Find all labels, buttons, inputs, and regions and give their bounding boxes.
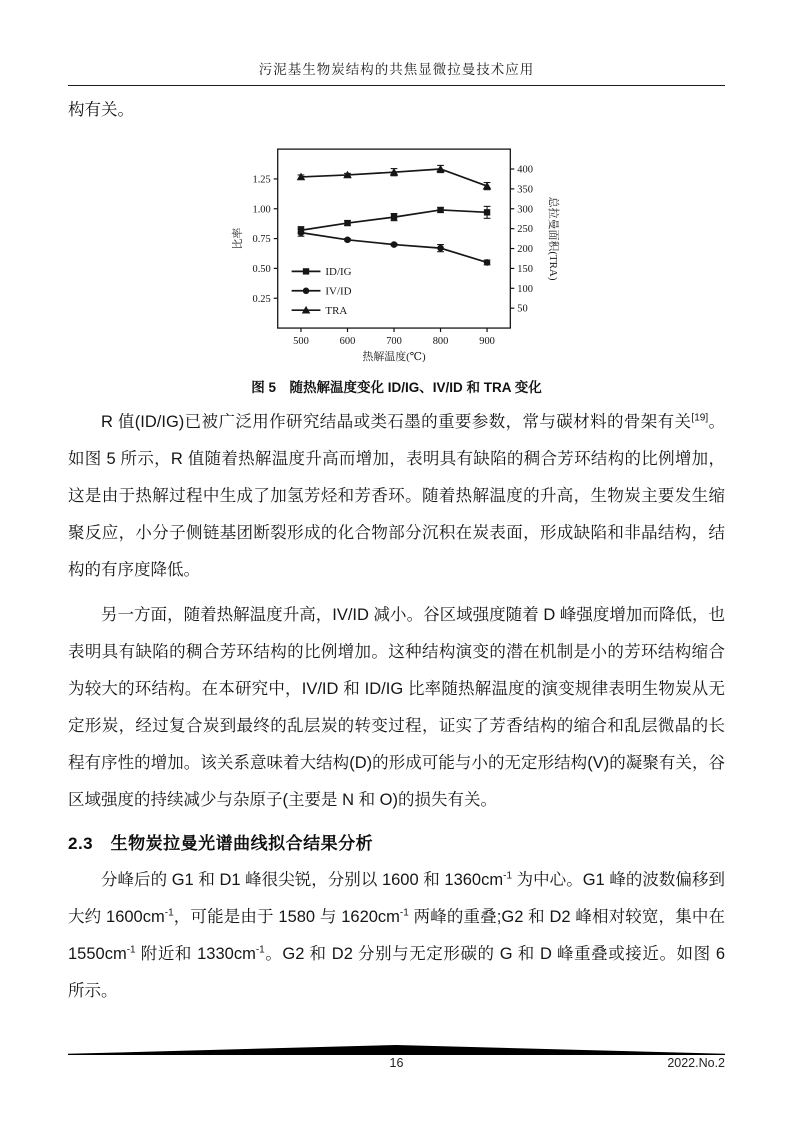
svg-text:150: 150: [516, 263, 533, 275]
svg-text:TRA: TRA: [324, 304, 347, 317]
running-header-title: 污泥基生物炭结构的共焦显微拉曼技术应用: [258, 62, 535, 77]
svg-text:800: 800: [432, 335, 448, 347]
svg-text:IV/ID: IV/ID: [324, 285, 352, 298]
svg-text:600: 600: [339, 335, 355, 347]
svg-text:热解温度(℃): 热解温度(℃): [361, 350, 426, 363]
svg-text:0.75: 0.75: [251, 234, 271, 246]
svg-text:400: 400: [516, 164, 533, 176]
section-heading-2-3: 2.3 生物炭拉曼光谱曲线拟合结果分析: [68, 834, 374, 853]
svg-text:1.00: 1.00: [251, 204, 271, 216]
figure-chart: [228, 141, 566, 366]
paragraph-1: R 值(ID/IG)已被广泛用作研究结晶或类石墨的重要参数，常与碳材料的骨架有关[19]。如图 5 所示，R 值随着热解温度升高而增加，表明具有缺陷的稠合芳环结构的比例增加，这是由于热解过程中生成了加氢芳烃和芳香环。随着热解温度的升高，生物炭主要发生缩聚反应，小分子侧链基团断裂形成的化合物部分沉积在炭表面，形成缺陷和非晶结构，结构的有序度降低。: [68, 412, 726, 579]
svg-text:比率: 比率: [231, 227, 244, 250]
svg-text:0.25: 0.25: [251, 293, 271, 305]
svg-text:900: 900: [478, 335, 495, 347]
svg-text:250: 250: [516, 224, 533, 236]
svg-text:100: 100: [516, 283, 533, 295]
svg-text:50: 50: [516, 303, 528, 315]
footer-line: [68, 1056, 725, 1070]
svg-text:500: 500: [292, 335, 309, 347]
svg-text:700: 700: [385, 335, 402, 347]
paragraph-3: 分峰后的 G1 和 D1 峰很尖锐，分别以 1600 和 $1360cm^{-1}$ 为中心。G1 峰的波数偏移到大约 $1600cm^{-1}$，可能是由于 1580 与 $1620cm^{-1}$ 两峰的重叠;G2 和 D2 峰相对较宽，集中在 $1550cm^{-1}$ 附近和 $1330cm^{-1}$。G2 和 D2 分别与无定形碳的 G 和 D 峰重叠或接近。如图 6 所示。: [68, 870, 725, 1000]
svg-text:1.25: 1.25: [251, 174, 271, 186]
footer-decoration-bar: [68, 1044, 725, 1055]
figure-caption: 图 5 随热解温度变化 ID/IG、IV/ID 和 TRA 变化: [251, 380, 542, 395]
document-page: [68, 0, 725, 1122]
running-header: [68, 0, 725, 86]
page-footer: [68, 1044, 725, 1070]
issue-label: 2022.No.2: [667, 1056, 725, 1070]
svg-text:0.50: 0.50: [251, 263, 271, 275]
svg-text:总拉曼面积(TRA): 总拉曼面积(TRA): [546, 196, 559, 281]
page-number: 16: [389, 1056, 404, 1070]
svg-text:350: 350: [516, 184, 533, 196]
figure: [68, 141, 725, 371]
svg-text:ID/IG: ID/IG: [324, 266, 352, 279]
svg-text:200: 200: [516, 244, 533, 256]
paragraph-continued: 构有关。: [68, 101, 134, 119]
svg-text:300: 300: [516, 204, 533, 216]
paragraph-2: 另一方面，随着热解温度升高，IV/ID 减小。谷区域强度随着 D 峰强度增加而降低，也表明具有缺陷的稠合芳环结构的比例增加。这种结构演变的潜在机制是小的芳环结构缩合为较大的环结构。在本研究中，IV/ID 和 ID/IG 比率随热解温度的演变规律表明生物炭从无定形炭，经过复合炭到最终的乱层炭的转变过程，证实了芳香结构的缩合和乱层微晶的长程有序性的增加。该关系意味着大结构(D)的形成可能与小的无定形结构(V)的凝聚有关，谷区域强度的持续减少与杂原子(主要是 N 和 O)的损失有关。: [68, 606, 725, 809]
